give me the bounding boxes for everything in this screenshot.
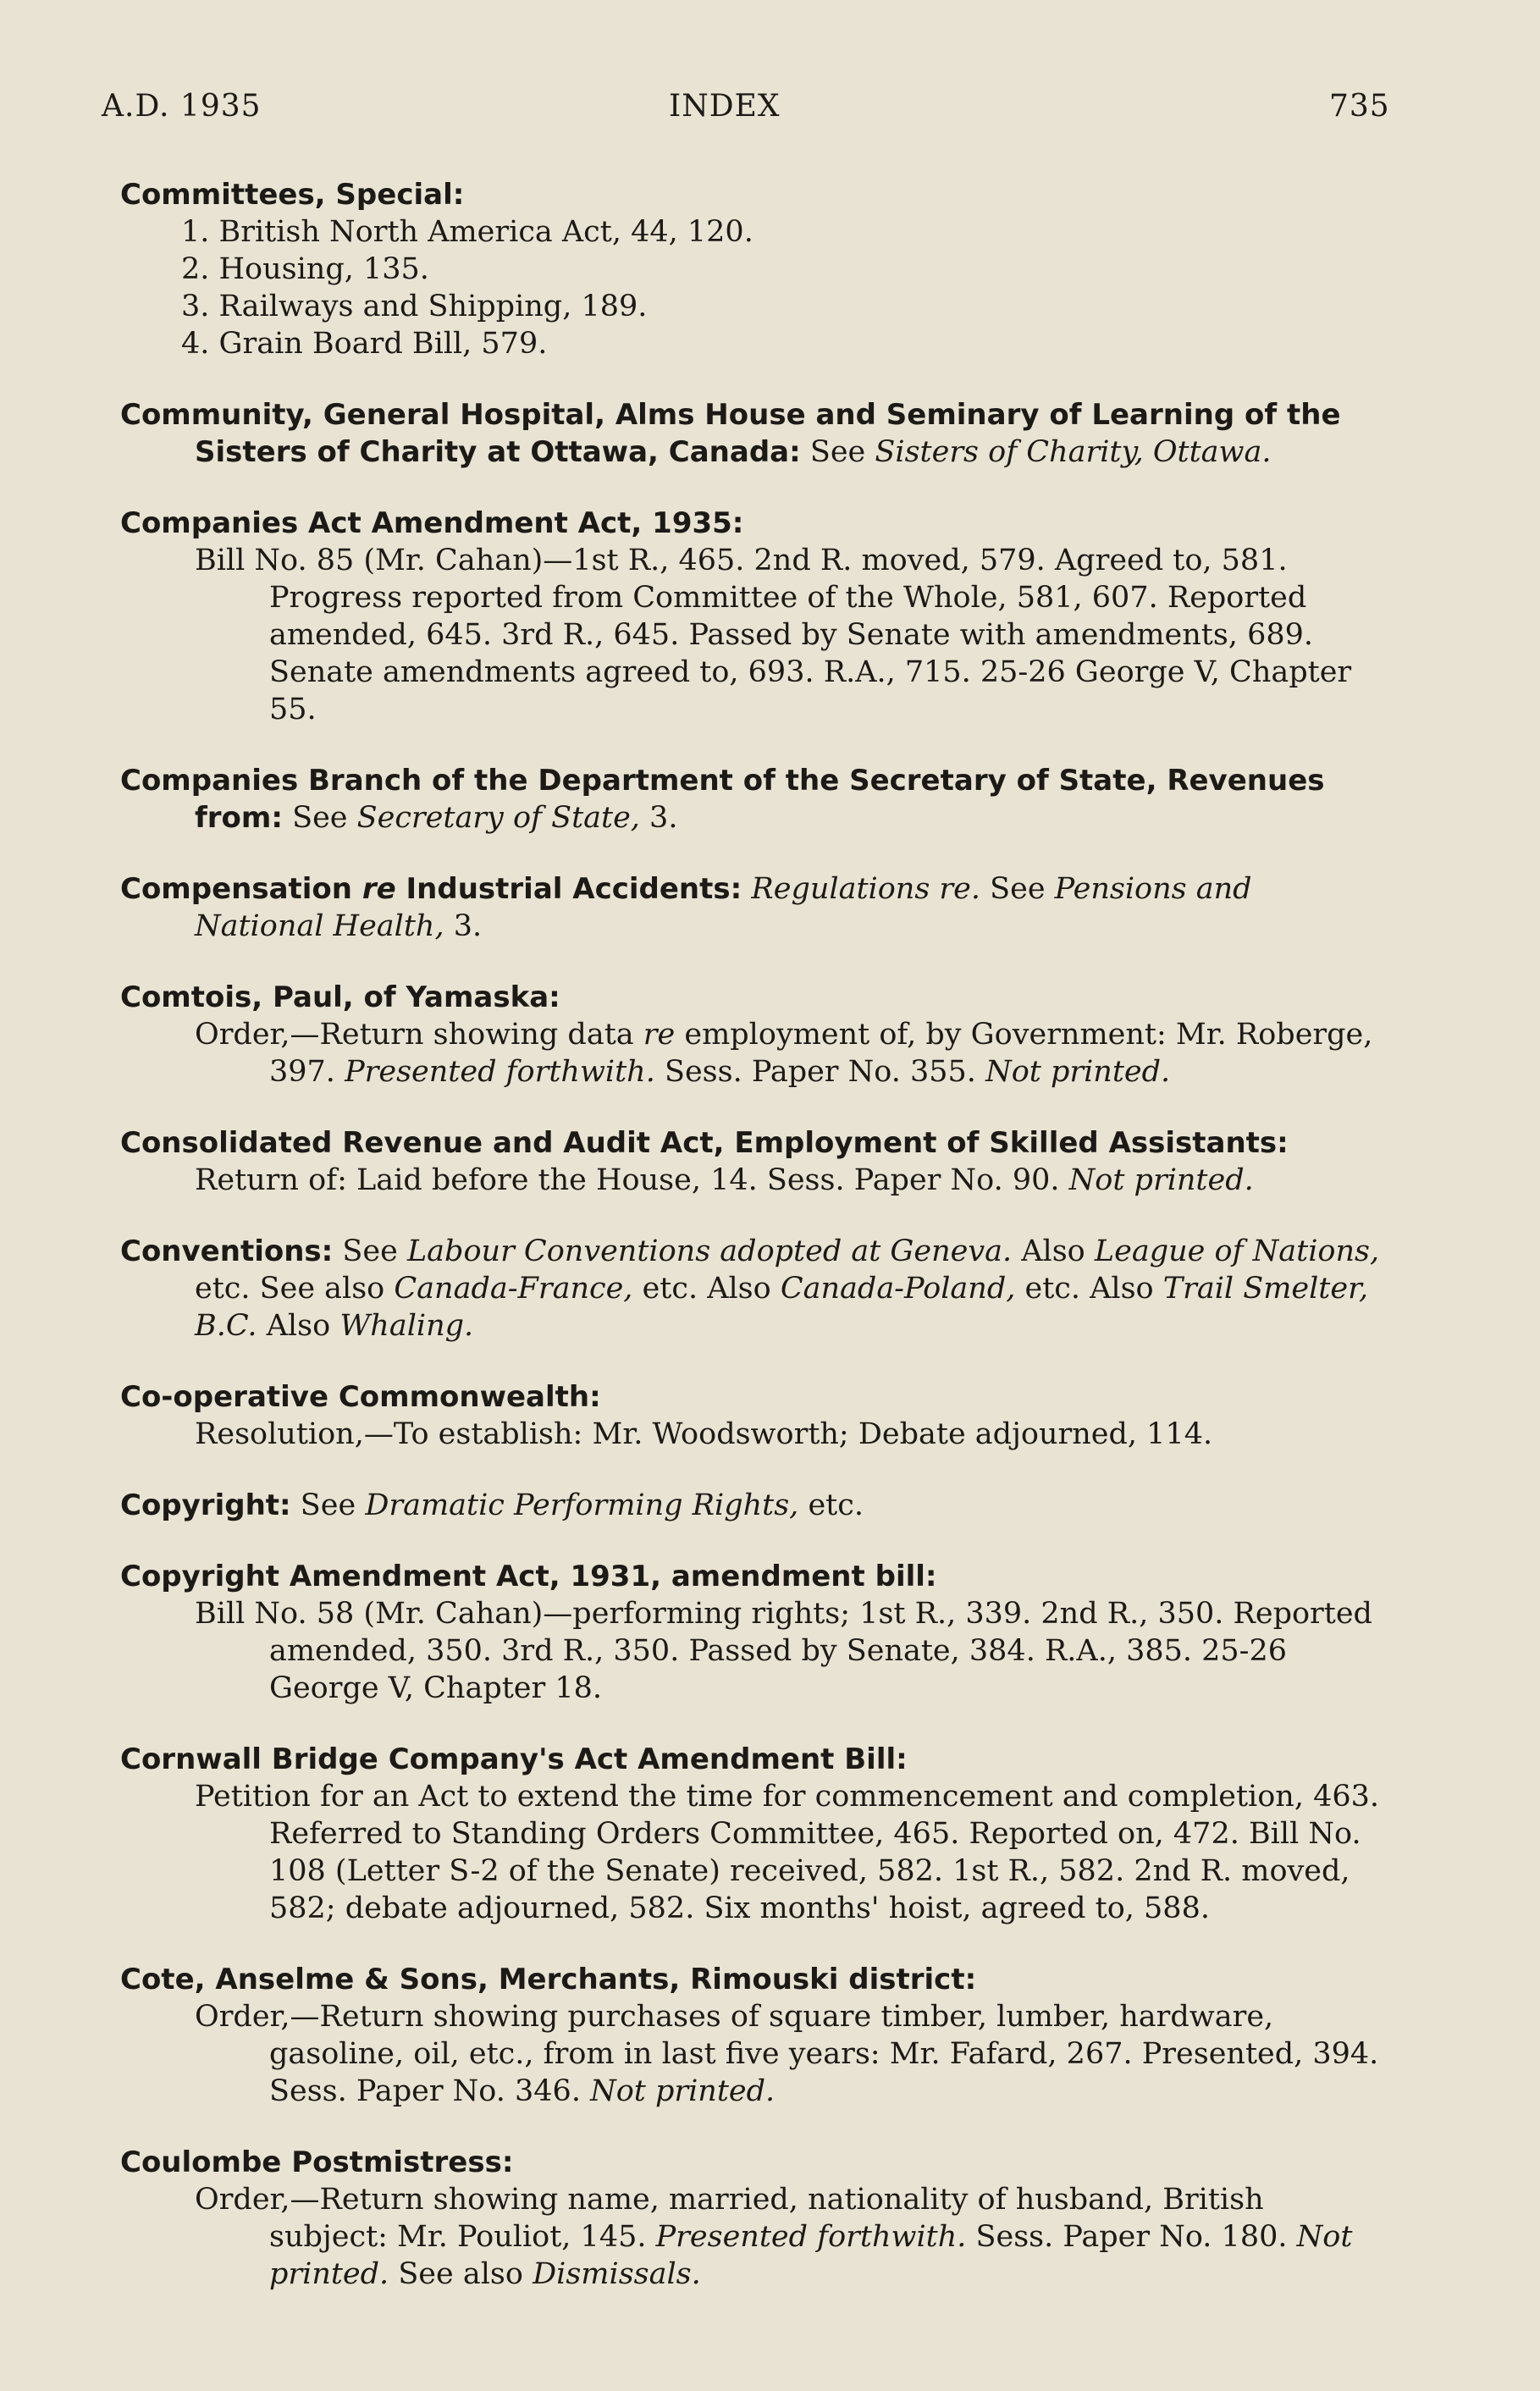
heading-part: Compensation [120,872,352,906]
entry-heading: Companies Branch of the Department of the Secretary of State, Revenues from: [120,764,1325,835]
cross-reference: Dismissals. [533,2257,701,2291]
cross-reference: Sisters of Charity, Ottawa. [875,435,1272,469]
entry-heading: Cote, Anselme & Sons, Merchants, Rimouski district: [120,1963,977,1996]
entry-text: See [300,1488,356,1522]
heading-part: re [362,872,396,906]
entry-text: Also [266,1309,331,1343]
entry-text: See [342,1234,398,1268]
entry-copyright-amendment [120,1558,1382,1707]
entry-text: Also [1021,1234,1085,1268]
entry-heading: Companies Act Amendment Act, 1935: [120,506,744,540]
entry-text [195,1998,1382,2110]
entry-comtois [120,979,1382,1091]
entry-text [195,1016,1382,1091]
entry-text: Return of: Laid before the House, 14. Sess. Paper No. 90. [195,1163,1060,1197]
index-entries [120,176,1382,2327]
entry-heading: Cornwall Bridge Company's Act Amendment Bill: [120,1742,908,1776]
cross-reference: Dramatic Performing Rights, [365,1488,799,1522]
entry-text: Sess. Paper No. 180. [975,2220,1288,2254]
status-note: Presented forthwith. [345,1055,655,1089]
status-note: Not printed. [269,2220,1353,2291]
entry-cooperative [120,1378,1382,1453]
entry-text: Order,—Return showing purchases of square timber, lumber, hardware, gasoline, oil, etc., from in last five years: Mr. Fafard, 267. Presented, 394. Sess. Paper No. 346. [195,2000,1379,2108]
entry-text: See [292,801,348,835]
entry-text: employment of, by Government: Mr. Roberge, 397. [269,1018,1373,1089]
status-note: Not printed. [590,2074,776,2108]
entry-text: See also [398,2257,523,2291]
entry-text: Resolution,—To establish: Mr. Woodsworth; Debate adjourned, 114. [195,1417,1213,1451]
entry-text: See [990,872,1046,906]
heading-part: Industrial Accidents: [406,872,742,906]
list-item: 1. British North America Act, 44, 120. [181,215,753,249]
entry-heading: Coulombe Postmistress: [120,2145,514,2179]
entry-heading: Copyright Amendment Act, 1931, amendment bill: [120,1560,937,1593]
cross-reference: Whaling. [339,1309,474,1343]
status-note: Not printed. [985,1055,1171,1089]
entry-text: Bill No. 58 (Mr. Cahan)—performing rights; 1st R., 339. 2nd R., 350. Reported amended, 350. 3rd R., 350. Passed by Senate, 384. R.A., 385. 25-26 George V, Chapter 18. [195,1597,1372,1705]
committee-list [120,213,1382,362]
entry-text: Order,—Return showing data [195,1018,634,1052]
cross-reference: Canada-France, [394,1272,633,1306]
page-number: 735 [1329,89,1390,124]
entry-coulombe [120,2144,1382,2293]
entry-text: re [643,1018,676,1052]
running-head-title: INDEX [669,89,781,124]
cross-reference: Labour Conventions adopted at Geneva. [406,1234,1013,1268]
list-item: 3. Railways and Shipping, 189. [181,290,648,323]
entry-companies-branch [120,762,1382,837]
entry-text: Bill No. 85 (Mr. Cahan)—1st R., 465. 2nd R. moved, 579. Agreed to, 581. Progress reported from Committee of the Whole, 581, 607. Reported amended, 645. 3rd R., 645. Passed by Senate with amendments, 689. Senate amendments agreed to, 693. R.A., 715. 25-26 George V, Chapter 55. [195,544,1352,726]
entry-community [120,396,1382,471]
entry-text: See [809,435,866,469]
entry-heading: Consolidated Revenue and Audit Act, Employment of Skilled Assistants: [120,1126,1289,1160]
entry-cornwall [120,1741,1382,1927]
entry-heading: Copyright: [120,1488,291,1522]
cross-reference: Pensions and National Health, [195,872,1252,943]
list-item: 4. Grain Board Bill, 579. [181,327,548,361]
entry-text: etc. Also [642,1272,771,1306]
running-head-date: A.D. 1935 [102,89,262,124]
cross-reference: League of Nations, [1094,1234,1380,1268]
entry-text: Sess. Paper No. 355. [664,1055,976,1089]
entry-text: 3. [453,909,483,943]
entry-heading: Conventions: [120,1234,334,1268]
entry-copyright [120,1487,1382,1524]
status-note: Not printed. [1068,1163,1254,1197]
entry-text: Petition for an Act to extend the time for commencement and completion, 463. Referred to Standing Orders Committee, 465. Reported on, 472. Bill No. 108 (Letter S-2 of the Senate) received, 582. 1st R., 582. 2nd R. moved, 582; debate adjourned, 582. Six months' hoist, agreed to, 588. [195,1780,1380,1925]
entry-compensation [120,870,1382,945]
list-item: 2. Housing, 135. [181,252,429,286]
entry-consolidated [120,1124,1382,1199]
entry-heading: Committees, Special: [120,178,465,212]
cross-reference: Trail Smelter, B.C. [195,1272,1369,1343]
entry-heading: Co-operative Commonwealth: [120,1380,601,1414]
entry-companies-act [120,505,1382,728]
entry-text: etc. [808,1488,864,1522]
entry-text [195,1162,1382,1199]
entry-committees [120,176,1382,362]
entry-text: etc. See also [195,1272,385,1306]
entry-heading: Comtois, Paul, of Yamaska: [120,980,560,1014]
entry-conventions [120,1233,1382,1345]
cross-reference: Canada-Poland, [780,1272,1016,1306]
cross-reference: Secretary of State, [356,801,640,835]
entry-cote [120,1961,1382,2110]
entry-text: Order,—Return showing name, married, nationality of husband, British subject: Mr. Pouliot, 145. [195,2183,1264,2254]
cross-reference: Regulations re. [751,872,980,906]
entry-text: 3. [649,801,678,835]
entry-heading: Community, General Hospital, Alms House and Seminary of Learning of the Sisters of Charity at Ottawa, Canada: [120,398,1341,469]
entry-text: etc. Also [1024,1272,1154,1306]
entry-heading [120,872,742,906]
entry-text [195,2181,1382,2293]
status-note: Presented forthwith. [655,2220,967,2254]
